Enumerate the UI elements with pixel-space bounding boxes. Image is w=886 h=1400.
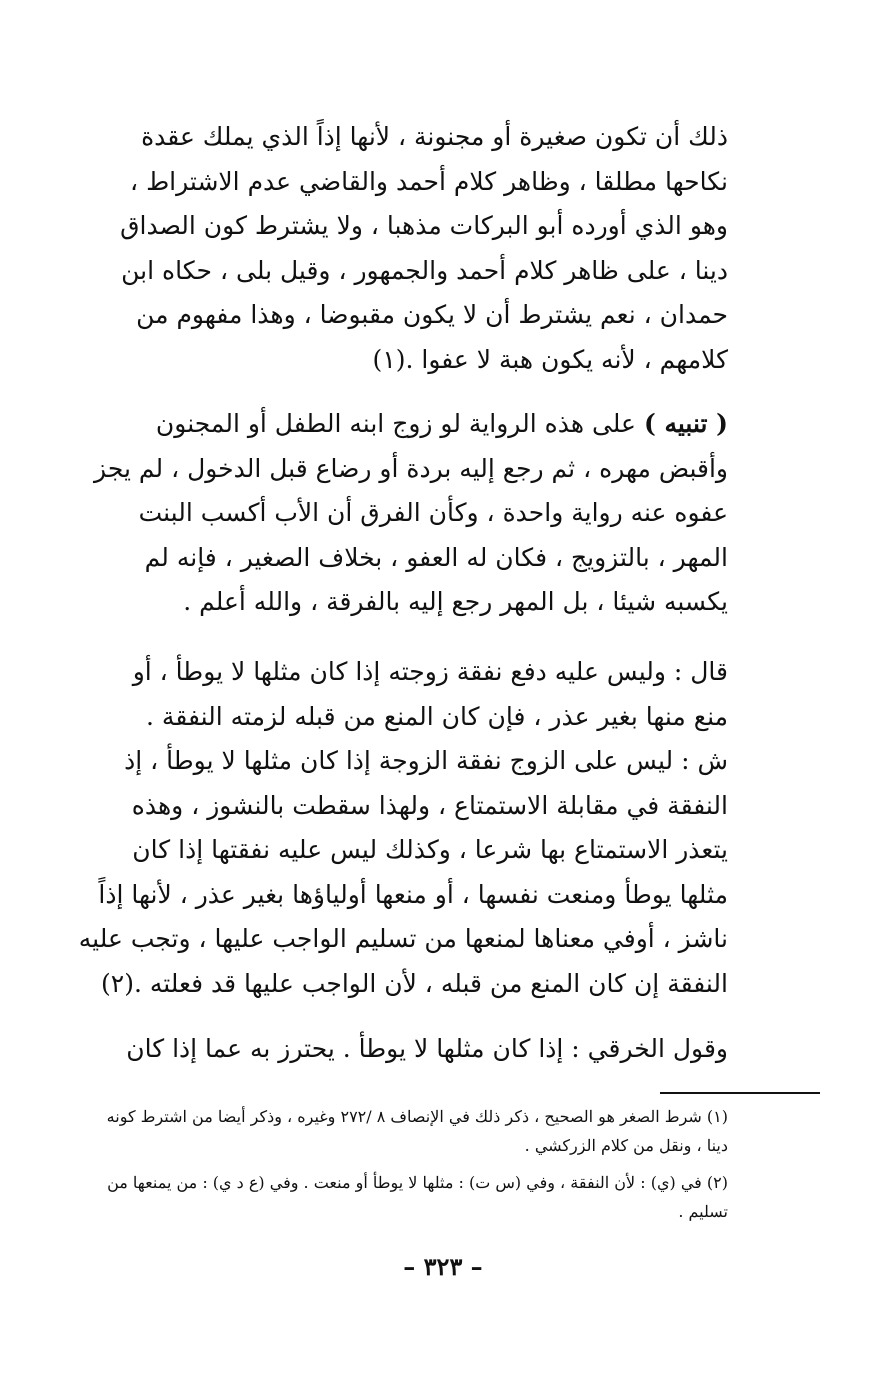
text-line: النفقة إن كان المنع من قبله ، لأن الواجب عليها قد فعلته .(٢)	[100, 968, 728, 998]
paragraph-4	[126, 1027, 728, 1072]
text-line: مثلها يوطأ ومنعت نفسها ، أو منعها أولياؤها بغير عذر ، لأنها إذاً	[98, 879, 728, 909]
text-line: يكسبه شيئا ، بل المهر رجع إليه بالفرقة ، والله أعلم .	[183, 587, 728, 616]
text-line: ذلك أن تكون صغيرة أو مجنونة ، لأنها إذاً الذي يملك عقدة	[141, 122, 728, 151]
text-line: كلامهم ، لأنه يكون هبة لا عفوا .(١)	[372, 344, 728, 374]
text-line: عفوه عنه رواية واحدة ، وكأن الفرق أن الأب أكسب البنت	[138, 498, 728, 527]
notice-heading: ( تنبيه )	[643, 409, 728, 438]
text-line: منع منها بغير عذر ، فإن كان المنع من قبله لزمته النفقة .	[146, 701, 728, 731]
notice-first-line: على هذه الرواية لو زوج ابنه الطفل أو المجنون	[155, 409, 644, 438]
text-line: ناشز ، أوفي معناها لمنعها من تسليم الواجب عليها ، وتجب عليه	[78, 924, 728, 953]
page-number: – ٣٢٣ –	[403, 1252, 483, 1281]
text-line: دينا ، على ظاهر كلام أحمد والجمهور ، وقيل بلى ، حكاه ابن	[121, 255, 728, 285]
footnotes	[106, 1102, 728, 1226]
text-line: وقول الخرقي : إذا كان مثلها لا يوطأ . يحترز به عما إذا كان	[126, 1034, 728, 1063]
footnote-separator	[660, 1092, 820, 1094]
paragraph-3-sharh	[78, 739, 728, 1006]
footnote-2-line: (٢) في (ي) : لأن النفقة ، وفي (س ت) : مثلها لا يوطأ أو منعت . وفي (ع د ي) : من يمنعها من	[107, 1173, 728, 1192]
footnote-1-line: دينا ، ونقل من كلام الزركشي .	[524, 1136, 728, 1155]
paragraph-3-qala	[132, 650, 728, 739]
text-line	[155, 402, 728, 447]
paragraph-1	[120, 115, 728, 382]
text-line: يتعذر الاستمتاع بها شرعا ، وكذلك ليس عليه نفقتها إذا كان	[132, 835, 728, 864]
footnote-2-line: تسليم .	[678, 1202, 728, 1221]
paragraph-2-notice	[94, 402, 728, 625]
text-line: نكاحها مطلقا ، وظاهر كلام أحمد والقاضي عدم الاشتراط ،	[130, 166, 728, 196]
text-line: ش : ليس على الزوج نفقة الزوجة إذا كان مثلها لا يوطأ ، إذ	[124, 746, 728, 775]
text-line: قال : وليس عليه دفع نفقة زوجته إذا كان مثلها لا يوطأ ، أو	[132, 657, 728, 686]
text-line: وأقبض مهره ، ثم رجع إليه بردة أو رضاع قبل الدخول ، لم يجز	[94, 453, 728, 483]
text-line: المهر ، بالتزويج ، فكان له العفو ، بخلاف الصغير ، فإنه لم	[144, 542, 728, 572]
text-line: وهو الذي أورده أبو البركات مذهبا ، ولا يشترط كون الصداق	[120, 211, 728, 240]
text-line: النفقة في مقابلة الاستمتاع ، ولهذا سقطت بالنشوز ، وهذه	[131, 790, 728, 820]
text-line: حمدان ، نعم يشترط أن لا يكون مقبوضا ، وهذا مفهوم من	[136, 300, 728, 329]
footnote-1-line: (١) شرط الصغر هو الصحيح ، ذكر ذلك في الإنصاف ٨ /٢٧٢ وغيره ، وذكر أيضا من اشترط كونه	[106, 1107, 728, 1126]
